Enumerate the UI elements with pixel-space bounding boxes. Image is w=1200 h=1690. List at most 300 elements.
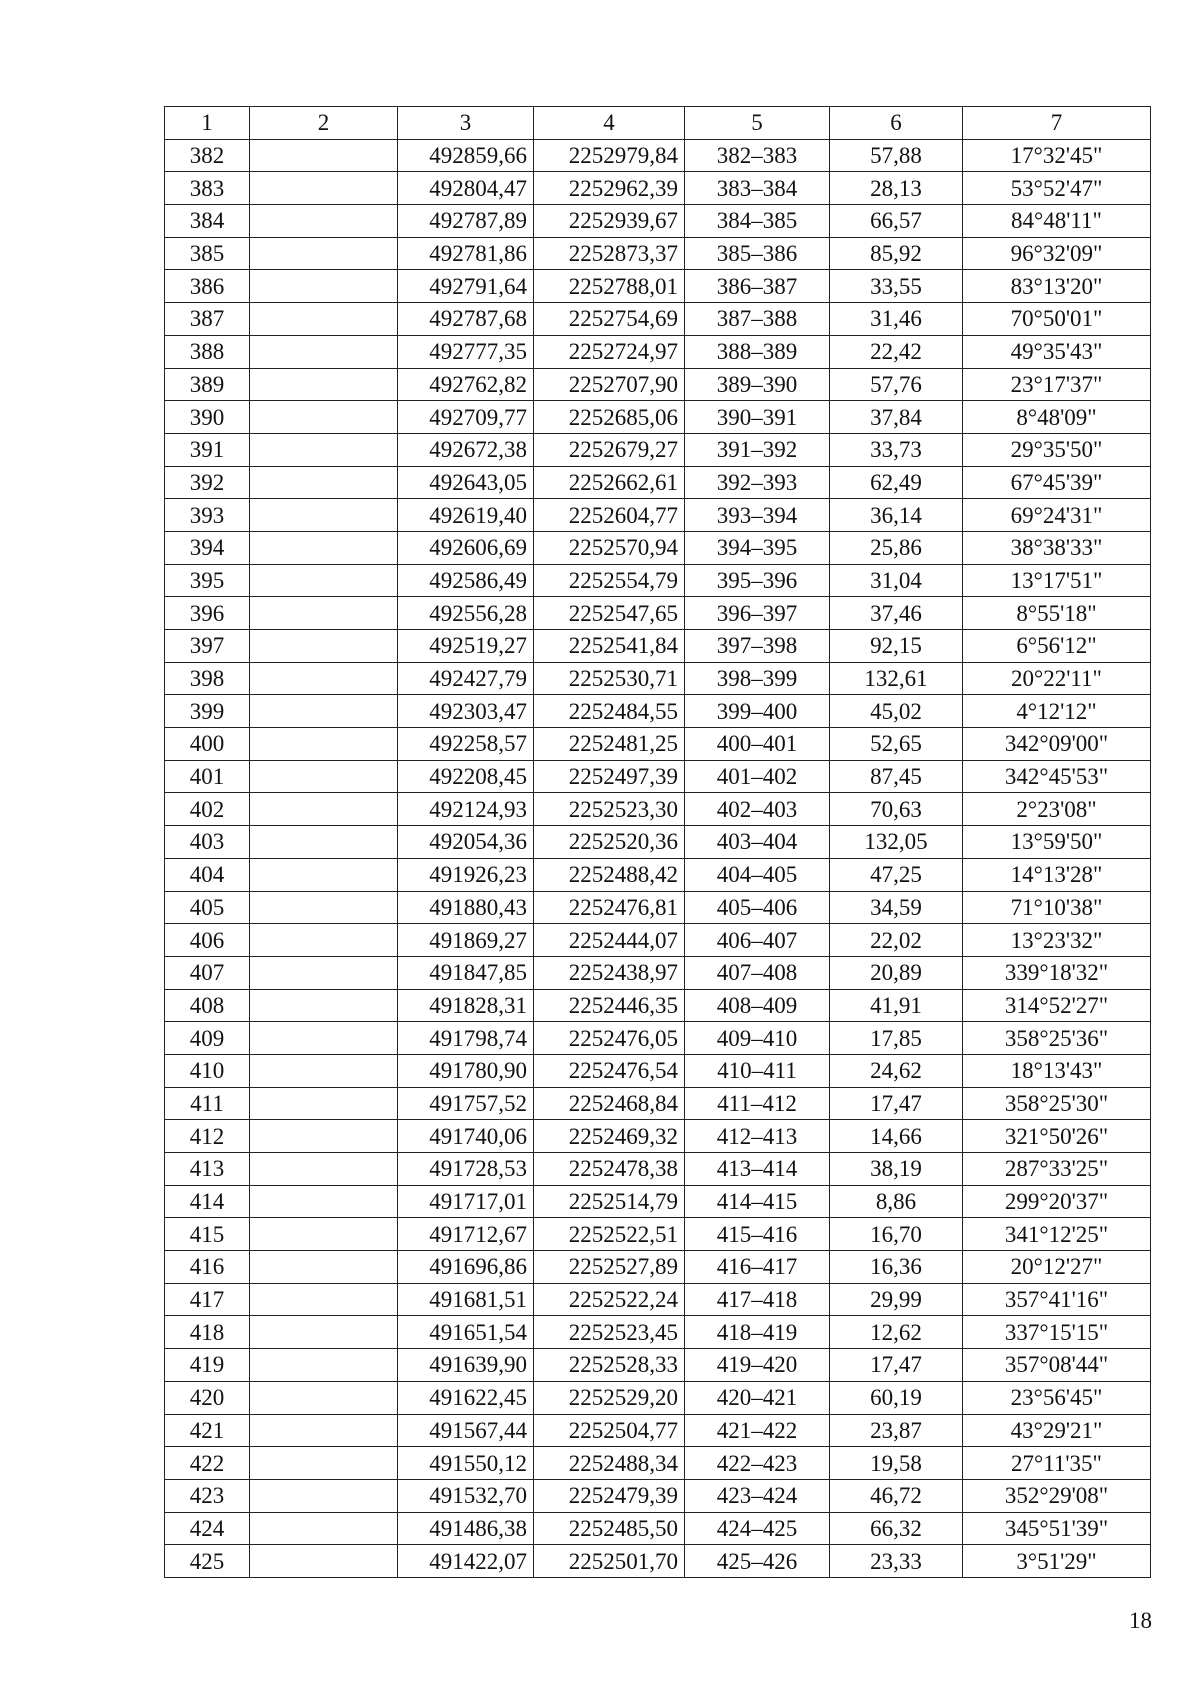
- direction-angle-cell: 357°08'44": [963, 1349, 1151, 1382]
- table-row: [165, 368, 1151, 401]
- direction-angle-cell: 321°50'26": [963, 1120, 1151, 1153]
- table-row: [165, 1414, 1151, 1447]
- segment-cell: 405–406: [685, 891, 830, 924]
- empty-cell: [250, 793, 398, 826]
- empty-cell: [250, 139, 398, 172]
- segment-cell: 382–383: [685, 139, 830, 172]
- empty-cell: [250, 826, 398, 859]
- point-number-cell: 390: [165, 401, 250, 434]
- x-coordinate-cell: 491780,90: [398, 1054, 534, 1087]
- y-coordinate-cell: 2252488,34: [534, 1447, 685, 1480]
- table-row: [165, 401, 1151, 434]
- empty-cell: [250, 401, 398, 434]
- table-row: [165, 1479, 1151, 1512]
- empty-cell: [250, 172, 398, 205]
- direction-angle-cell: 4°12'12": [963, 695, 1151, 728]
- distance-cell: 132,05: [830, 826, 963, 859]
- header-cell-6: 6: [830, 107, 963, 140]
- table-row: [165, 1120, 1151, 1153]
- direction-angle-cell: 352°29'08": [963, 1479, 1151, 1512]
- x-coordinate-cell: 491422,07: [398, 1545, 534, 1578]
- direction-angle-cell: 358°25'36": [963, 1022, 1151, 1055]
- y-coordinate-cell: 2252604,77: [534, 499, 685, 532]
- y-coordinate-cell: 2252662,61: [534, 466, 685, 499]
- empty-cell: [250, 1218, 398, 1251]
- distance-cell: 52,65: [830, 728, 963, 761]
- direction-angle-cell: 2°23'08": [963, 793, 1151, 826]
- segment-cell: 385–386: [685, 237, 830, 270]
- direction-angle-cell: 345°51'39": [963, 1512, 1151, 1545]
- empty-cell: [250, 466, 398, 499]
- y-coordinate-cell: 2252873,37: [534, 237, 685, 270]
- y-coordinate-cell: 2252476,54: [534, 1054, 685, 1087]
- empty-cell: [250, 1022, 398, 1055]
- y-coordinate-cell: 2252529,20: [534, 1381, 685, 1414]
- segment-cell: 392–393: [685, 466, 830, 499]
- table-row: [165, 1185, 1151, 1218]
- y-coordinate-cell: 2252469,32: [534, 1120, 685, 1153]
- segment-cell: 417–418: [685, 1283, 830, 1316]
- distance-cell: 29,99: [830, 1283, 963, 1316]
- distance-cell: 47,25: [830, 858, 963, 891]
- empty-cell: [250, 989, 398, 1022]
- distance-cell: 36,14: [830, 499, 963, 532]
- direction-angle-cell: 6°56'12": [963, 630, 1151, 663]
- distance-cell: 37,84: [830, 401, 963, 434]
- segment-cell: 412–413: [685, 1120, 830, 1153]
- point-number-cell: 386: [165, 270, 250, 303]
- distance-cell: 45,02: [830, 695, 963, 728]
- y-coordinate-cell: 2252485,50: [534, 1512, 685, 1545]
- distance-cell: 132,61: [830, 662, 963, 695]
- empty-cell: [250, 531, 398, 564]
- point-number-cell: 423: [165, 1479, 250, 1512]
- empty-cell: [250, 433, 398, 466]
- x-coordinate-cell: 491639,90: [398, 1349, 534, 1382]
- segment-cell: 384–385: [685, 205, 830, 238]
- distance-cell: 31,04: [830, 564, 963, 597]
- empty-cell: [250, 1120, 398, 1153]
- y-coordinate-cell: 2252685,06: [534, 401, 685, 434]
- y-coordinate-cell: 2252504,77: [534, 1414, 685, 1447]
- table-row: [165, 858, 1151, 891]
- table-row: [165, 1545, 1151, 1578]
- y-coordinate-cell: 2252501,70: [534, 1545, 685, 1578]
- direction-angle-cell: 314°52'27": [963, 989, 1151, 1022]
- y-coordinate-cell: 2252484,55: [534, 695, 685, 728]
- point-number-cell: 399: [165, 695, 250, 728]
- direction-angle-cell: 20°22'11": [963, 662, 1151, 695]
- x-coordinate-cell: 491926,23: [398, 858, 534, 891]
- x-coordinate-cell: 492804,47: [398, 172, 534, 205]
- point-number-cell: 395: [165, 564, 250, 597]
- direction-angle-cell: 358°25'30": [963, 1087, 1151, 1120]
- y-coordinate-cell: 2252523,30: [534, 793, 685, 826]
- direction-angle-cell: 96°32'09": [963, 237, 1151, 270]
- x-coordinate-cell: 491828,31: [398, 989, 534, 1022]
- point-number-cell: 405: [165, 891, 250, 924]
- distance-cell: 20,89: [830, 956, 963, 989]
- distance-cell: 22,42: [830, 335, 963, 368]
- point-number-cell: 392: [165, 466, 250, 499]
- empty-cell: [250, 597, 398, 630]
- x-coordinate-cell: 491757,52: [398, 1087, 534, 1120]
- segment-cell: 394–395: [685, 531, 830, 564]
- empty-cell: [250, 1054, 398, 1087]
- segment-cell: 395–396: [685, 564, 830, 597]
- segment-cell: 397–398: [685, 630, 830, 663]
- empty-cell: [250, 1447, 398, 1480]
- x-coordinate-cell: 492303,47: [398, 695, 534, 728]
- table-row: [165, 662, 1151, 695]
- x-coordinate-cell: 492777,35: [398, 335, 534, 368]
- y-coordinate-cell: 2252527,89: [534, 1251, 685, 1284]
- table-row: [165, 793, 1151, 826]
- direction-angle-cell: 339°18'32": [963, 956, 1151, 989]
- point-number-cell: 413: [165, 1153, 250, 1186]
- x-coordinate-cell: 491717,01: [398, 1185, 534, 1218]
- x-coordinate-cell: 492672,38: [398, 433, 534, 466]
- y-coordinate-cell: 2252444,07: [534, 924, 685, 957]
- point-number-cell: 411: [165, 1087, 250, 1120]
- y-coordinate-cell: 2252522,51: [534, 1218, 685, 1251]
- distance-cell: 12,62: [830, 1316, 963, 1349]
- empty-cell: [250, 1153, 398, 1186]
- table-row: [165, 1512, 1151, 1545]
- x-coordinate-cell: 492619,40: [398, 499, 534, 532]
- distance-cell: 46,72: [830, 1479, 963, 1512]
- distance-cell: 57,76: [830, 368, 963, 401]
- x-coordinate-cell: 492556,28: [398, 597, 534, 630]
- empty-cell: [250, 1349, 398, 1382]
- segment-cell: 393–394: [685, 499, 830, 532]
- x-coordinate-cell: 491847,85: [398, 956, 534, 989]
- distance-cell: 85,92: [830, 237, 963, 270]
- distance-cell: 66,57: [830, 205, 963, 238]
- page-number: 18: [1129, 1608, 1152, 1633]
- point-number-cell: 396: [165, 597, 250, 630]
- x-coordinate-cell: 492519,27: [398, 630, 534, 663]
- direction-angle-cell: 299°20'37": [963, 1185, 1151, 1218]
- point-number-cell: 397: [165, 630, 250, 663]
- direction-angle-cell: 38°38'33": [963, 531, 1151, 564]
- x-coordinate-cell: 491712,67: [398, 1218, 534, 1251]
- distance-cell: 34,59: [830, 891, 963, 924]
- point-number-cell: 383: [165, 172, 250, 205]
- y-coordinate-cell: 2252478,38: [534, 1153, 685, 1186]
- y-coordinate-cell: 2252468,84: [534, 1087, 685, 1120]
- x-coordinate-cell: 491728,53: [398, 1153, 534, 1186]
- point-number-cell: 385: [165, 237, 250, 270]
- table-row: [165, 1447, 1151, 1480]
- table-row: [165, 1054, 1151, 1087]
- table-row: [165, 924, 1151, 957]
- x-coordinate-cell: 492586,49: [398, 564, 534, 597]
- distance-cell: 23,33: [830, 1545, 963, 1578]
- point-number-cell: 404: [165, 858, 250, 891]
- point-number-cell: 425: [165, 1545, 250, 1578]
- point-number-cell: 424: [165, 1512, 250, 1545]
- segment-cell: 414–415: [685, 1185, 830, 1218]
- table-row: [165, 597, 1151, 630]
- point-number-cell: 389: [165, 368, 250, 401]
- header-cell-5: 5: [685, 107, 830, 140]
- point-number-cell: 401: [165, 760, 250, 793]
- y-coordinate-cell: 2252962,39: [534, 172, 685, 205]
- point-number-cell: 393: [165, 499, 250, 532]
- y-coordinate-cell: 2252438,97: [534, 956, 685, 989]
- empty-cell: [250, 1381, 398, 1414]
- point-number-cell: 391: [165, 433, 250, 466]
- empty-cell: [250, 760, 398, 793]
- empty-cell: [250, 303, 398, 336]
- distance-cell: 19,58: [830, 1447, 963, 1480]
- table-row: [165, 237, 1151, 270]
- y-coordinate-cell: 2252788,01: [534, 270, 685, 303]
- y-coordinate-cell: 2252754,69: [534, 303, 685, 336]
- distance-cell: 25,86: [830, 531, 963, 564]
- x-coordinate-cell: 492208,45: [398, 760, 534, 793]
- distance-cell: 41,91: [830, 989, 963, 1022]
- point-number-cell: 410: [165, 1054, 250, 1087]
- empty-cell: [250, 695, 398, 728]
- x-coordinate-cell: 492859,66: [398, 139, 534, 172]
- y-coordinate-cell: 2252528,33: [534, 1349, 685, 1382]
- segment-cell: 404–405: [685, 858, 830, 891]
- segment-cell: 421–422: [685, 1414, 830, 1447]
- segment-cell: 420–421: [685, 1381, 830, 1414]
- empty-cell: [250, 335, 398, 368]
- x-coordinate-cell: 492791,64: [398, 270, 534, 303]
- segment-cell: 409–410: [685, 1022, 830, 1055]
- segment-cell: 415–416: [685, 1218, 830, 1251]
- empty-cell: [250, 368, 398, 401]
- table-row: [165, 695, 1151, 728]
- y-coordinate-cell: 2252541,84: [534, 630, 685, 663]
- distance-cell: 14,66: [830, 1120, 963, 1153]
- y-coordinate-cell: 2252497,39: [534, 760, 685, 793]
- direction-angle-cell: 29°35'50": [963, 433, 1151, 466]
- table-row: [165, 891, 1151, 924]
- table-row: [165, 564, 1151, 597]
- direction-angle-cell: 84°48'11": [963, 205, 1151, 238]
- direction-angle-cell: 337°15'15": [963, 1316, 1151, 1349]
- distance-cell: 60,19: [830, 1381, 963, 1414]
- table-row: [165, 1349, 1151, 1382]
- table-row: [165, 1251, 1151, 1284]
- point-number-cell: 418: [165, 1316, 250, 1349]
- segment-cell: 402–403: [685, 793, 830, 826]
- segment-cell: 391–392: [685, 433, 830, 466]
- header-row: [165, 107, 1151, 140]
- direction-angle-cell: 23°17'37": [963, 368, 1151, 401]
- direction-angle-cell: 342°09'00": [963, 728, 1151, 761]
- distance-cell: 16,36: [830, 1251, 963, 1284]
- segment-cell: 407–408: [685, 956, 830, 989]
- segment-cell: 398–399: [685, 662, 830, 695]
- table-row: [165, 335, 1151, 368]
- segment-cell: 400–401: [685, 728, 830, 761]
- point-number-cell: 408: [165, 989, 250, 1022]
- table-row: [165, 728, 1151, 761]
- point-number-cell: 421: [165, 1414, 250, 1447]
- point-number-cell: 382: [165, 139, 250, 172]
- x-coordinate-cell: 492787,68: [398, 303, 534, 336]
- direction-angle-cell: 23°56'45": [963, 1381, 1151, 1414]
- segment-cell: 389–390: [685, 368, 830, 401]
- x-coordinate-cell: 492258,57: [398, 728, 534, 761]
- segment-cell: 422–423: [685, 1447, 830, 1480]
- segment-cell: 408–409: [685, 989, 830, 1022]
- table-row: [165, 433, 1151, 466]
- x-coordinate-cell: 492643,05: [398, 466, 534, 499]
- table-row: [165, 466, 1151, 499]
- segment-cell: 425–426: [685, 1545, 830, 1578]
- point-number-cell: 394: [165, 531, 250, 564]
- point-number-cell: 419: [165, 1349, 250, 1382]
- point-number-cell: 416: [165, 1251, 250, 1284]
- x-coordinate-cell: 492787,89: [398, 205, 534, 238]
- point-number-cell: 406: [165, 924, 250, 957]
- point-number-cell: 403: [165, 826, 250, 859]
- point-number-cell: 407: [165, 956, 250, 989]
- table-row: [165, 826, 1151, 859]
- header-cell-2: 2: [250, 107, 398, 140]
- distance-cell: 66,32: [830, 1512, 963, 1545]
- direction-angle-cell: 8°55'18": [963, 597, 1151, 630]
- empty-cell: [250, 1185, 398, 1218]
- direction-angle-cell: 71°10'38": [963, 891, 1151, 924]
- point-number-cell: 414: [165, 1185, 250, 1218]
- distance-cell: 17,85: [830, 1022, 963, 1055]
- distance-cell: 24,62: [830, 1054, 963, 1087]
- direction-angle-cell: 341°12'25": [963, 1218, 1151, 1251]
- empty-cell: [250, 1512, 398, 1545]
- direction-angle-cell: 8°48'09": [963, 401, 1151, 434]
- empty-cell: [250, 924, 398, 957]
- y-coordinate-cell: 2252488,42: [534, 858, 685, 891]
- segment-cell: 418–419: [685, 1316, 830, 1349]
- y-coordinate-cell: 2252476,05: [534, 1022, 685, 1055]
- direction-angle-cell: 53°52'47": [963, 172, 1151, 205]
- y-coordinate-cell: 2252523,45: [534, 1316, 685, 1349]
- segment-cell: 410–411: [685, 1054, 830, 1087]
- direction-angle-cell: 18°13'43": [963, 1054, 1151, 1087]
- x-coordinate-cell: 492054,36: [398, 826, 534, 859]
- y-coordinate-cell: 2252570,94: [534, 531, 685, 564]
- distance-cell: 17,47: [830, 1087, 963, 1120]
- table-row: [165, 1316, 1151, 1349]
- y-coordinate-cell: 2252707,90: [534, 368, 685, 401]
- x-coordinate-cell: 491869,27: [398, 924, 534, 957]
- direction-angle-cell: 49°35'43": [963, 335, 1151, 368]
- table-row: [165, 531, 1151, 564]
- table-row: [165, 270, 1151, 303]
- table-body: [165, 139, 1151, 1577]
- point-number-cell: 422: [165, 1447, 250, 1480]
- y-coordinate-cell: 2252547,65: [534, 597, 685, 630]
- table-row: [165, 499, 1151, 532]
- x-coordinate-cell: 491696,86: [398, 1251, 534, 1284]
- direction-angle-cell: 13°59'50": [963, 826, 1151, 859]
- distance-cell: 37,46: [830, 597, 963, 630]
- header-cell-7: 7: [963, 107, 1151, 140]
- segment-cell: 386–387: [685, 270, 830, 303]
- coordinates-table: [164, 106, 1151, 1578]
- empty-cell: [250, 1316, 398, 1349]
- distance-cell: 31,46: [830, 303, 963, 336]
- point-number-cell: 384: [165, 205, 250, 238]
- empty-cell: [250, 1251, 398, 1284]
- point-number-cell: 387: [165, 303, 250, 336]
- y-coordinate-cell: 2252520,36: [534, 826, 685, 859]
- direction-angle-cell: 69°24'31": [963, 499, 1151, 532]
- direction-angle-cell: 13°23'32": [963, 924, 1151, 957]
- table-row: [165, 205, 1151, 238]
- distance-cell: 8,86: [830, 1185, 963, 1218]
- x-coordinate-cell: 491532,70: [398, 1479, 534, 1512]
- table-row: [165, 760, 1151, 793]
- x-coordinate-cell: 491622,45: [398, 1381, 534, 1414]
- distance-cell: 28,13: [830, 172, 963, 205]
- empty-cell: [250, 1283, 398, 1316]
- x-coordinate-cell: 492781,86: [398, 237, 534, 270]
- distance-cell: 16,70: [830, 1218, 963, 1251]
- empty-cell: [250, 1545, 398, 1578]
- distance-cell: 33,55: [830, 270, 963, 303]
- segment-cell: 411–412: [685, 1087, 830, 1120]
- distance-cell: 92,15: [830, 630, 963, 663]
- segment-cell: 416–417: [685, 1251, 830, 1284]
- point-number-cell: 400: [165, 728, 250, 761]
- point-number-cell: 388: [165, 335, 250, 368]
- segment-cell: 399–400: [685, 695, 830, 728]
- y-coordinate-cell: 2252979,84: [534, 139, 685, 172]
- distance-cell: 87,45: [830, 760, 963, 793]
- y-coordinate-cell: 2252554,79: [534, 564, 685, 597]
- direction-angle-cell: 3°51'29": [963, 1545, 1151, 1578]
- direction-angle-cell: 83°13'20": [963, 270, 1151, 303]
- segment-cell: 383–384: [685, 172, 830, 205]
- direction-angle-cell: 67°45'39": [963, 466, 1151, 499]
- empty-cell: [250, 499, 398, 532]
- table-row: [165, 172, 1151, 205]
- distance-cell: 23,87: [830, 1414, 963, 1447]
- table-row: [165, 1022, 1151, 1055]
- table-row: [165, 1153, 1151, 1186]
- empty-cell: [250, 630, 398, 663]
- empty-cell: [250, 564, 398, 597]
- x-coordinate-cell: 491651,54: [398, 1316, 534, 1349]
- direction-angle-cell: 43°29'21": [963, 1414, 1151, 1447]
- header-cell-3: 3: [398, 107, 534, 140]
- x-coordinate-cell: 492427,79: [398, 662, 534, 695]
- empty-cell: [250, 1414, 398, 1447]
- distance-cell: 57,88: [830, 139, 963, 172]
- segment-cell: 396–397: [685, 597, 830, 630]
- empty-cell: [250, 891, 398, 924]
- point-number-cell: 417: [165, 1283, 250, 1316]
- empty-cell: [250, 728, 398, 761]
- distance-cell: 70,63: [830, 793, 963, 826]
- header-cell-4: 4: [534, 107, 685, 140]
- table-row: [165, 630, 1151, 663]
- empty-cell: [250, 205, 398, 238]
- x-coordinate-cell: 491880,43: [398, 891, 534, 924]
- distance-cell: 33,73: [830, 433, 963, 466]
- table-row: [165, 989, 1151, 1022]
- distance-cell: 22,02: [830, 924, 963, 957]
